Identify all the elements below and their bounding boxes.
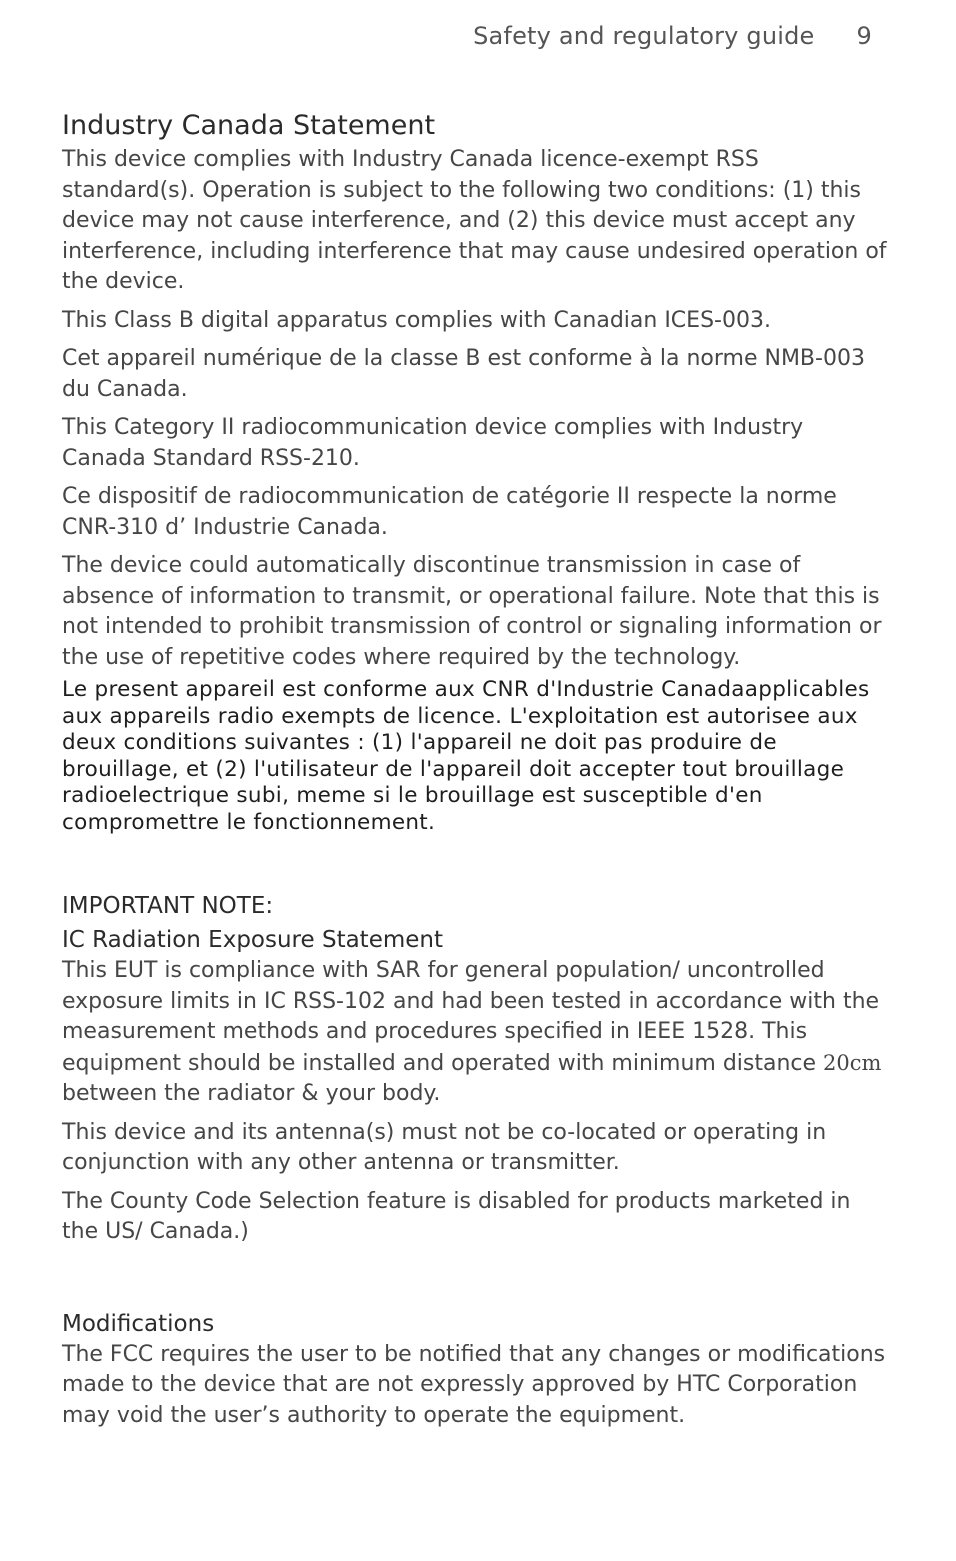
section-spacer (62, 836, 892, 890)
ic-paragraph-1: This device complies with Industry Canada licence-exempt RSS standard(s). Operation is subject to the following two conditions: (1) this device may not cause interference, and (2) this device must accept any interference, including interference that may cause undesired operation of the device. (62, 147, 887, 294)
note-paragraph-1 (62, 956, 892, 1110)
ic-paragraph-2: This Class B digital apparatus complies with Canadian ICES-003. (62, 307, 771, 333)
note-paragraph-1-end: between the radiator & your body. (62, 1081, 441, 1106)
radiation-exposure-heading: IC Radiation Exposure Statement (62, 927, 443, 953)
minimum-distance-value: 20cm (823, 1050, 882, 1075)
industry-canada-section (62, 110, 892, 836)
industry-canada-heading: Industry Canada Statement (62, 110, 436, 141)
important-note-section (62, 890, 892, 1248)
header-title: Safety and regulatory guide (473, 22, 815, 50)
note-paragraph-1-start: This EUT is compliance with SAR for general population/ uncontrolled exposure limits in IC RSS-102 and had been tested in accordance with the measurement methods and procedures specified in IEEE 1528. This equipment should be installed and operated with minimum distance (62, 958, 880, 1076)
page-content (62, 110, 892, 1439)
ic-paragraph-4: This Category II radiocommunication device complies with Industry Canada Standard RSS-210. (62, 415, 804, 471)
modifications-heading: Modifications (62, 1310, 215, 1337)
ic-paragraph-5: Ce dispositif de radiocommunication de catégorie II respecte la norme CNR-310 d’ Industrie Canada. (62, 484, 837, 540)
important-note-heading: IMPORTANT NOTE: (62, 893, 274, 919)
modifications-paragraph: The FCC requires the user to be notified that any changes or modifications made to the device that are not expressly approved by HTC Corporation may void the user’s authority to operate the equipment. (62, 1341, 886, 1428)
modifications-section (62, 1308, 892, 1432)
note-paragraph-2: This device and its antenna(s) must not be co-located or operating in conjunction with any other antenna or transmitter. (62, 1119, 827, 1175)
page-number: 9 (856, 22, 872, 50)
ic-paragraph-6: The device could automatically discontinue transmission in case of absence of information to transmit, or operational failure. Note that this is not intended to prohibit transmission of control or signaling information or the use of repetitive codes where required by the technology. (62, 553, 882, 670)
ic-paragraph-3: Cet appareil numérique de la classe B est conforme à la norme NMB-003 du Canada. (62, 346, 865, 402)
page-header (473, 22, 872, 50)
section-spacer (62, 1256, 892, 1308)
note-paragraph-3: The County Code Selection feature is disabled for products marketed in the US/ Canada.) (62, 1188, 851, 1244)
ic-paragraph-7-french: Le present appareil est conforme aux CNR d'Industrie Canadaapplicables aux appareils radio exempts de licence. L'exploitation est autorisee aux deux conditions suivantes : (1) l'appareil ne doit pas produire de brouillage, et (2) l'utilisateur de l'appareil doit accepter tout brouillage radioelectrique subi, meme si le brouillage est susceptible d'en compromettre le fonctionnement. (62, 677, 870, 835)
